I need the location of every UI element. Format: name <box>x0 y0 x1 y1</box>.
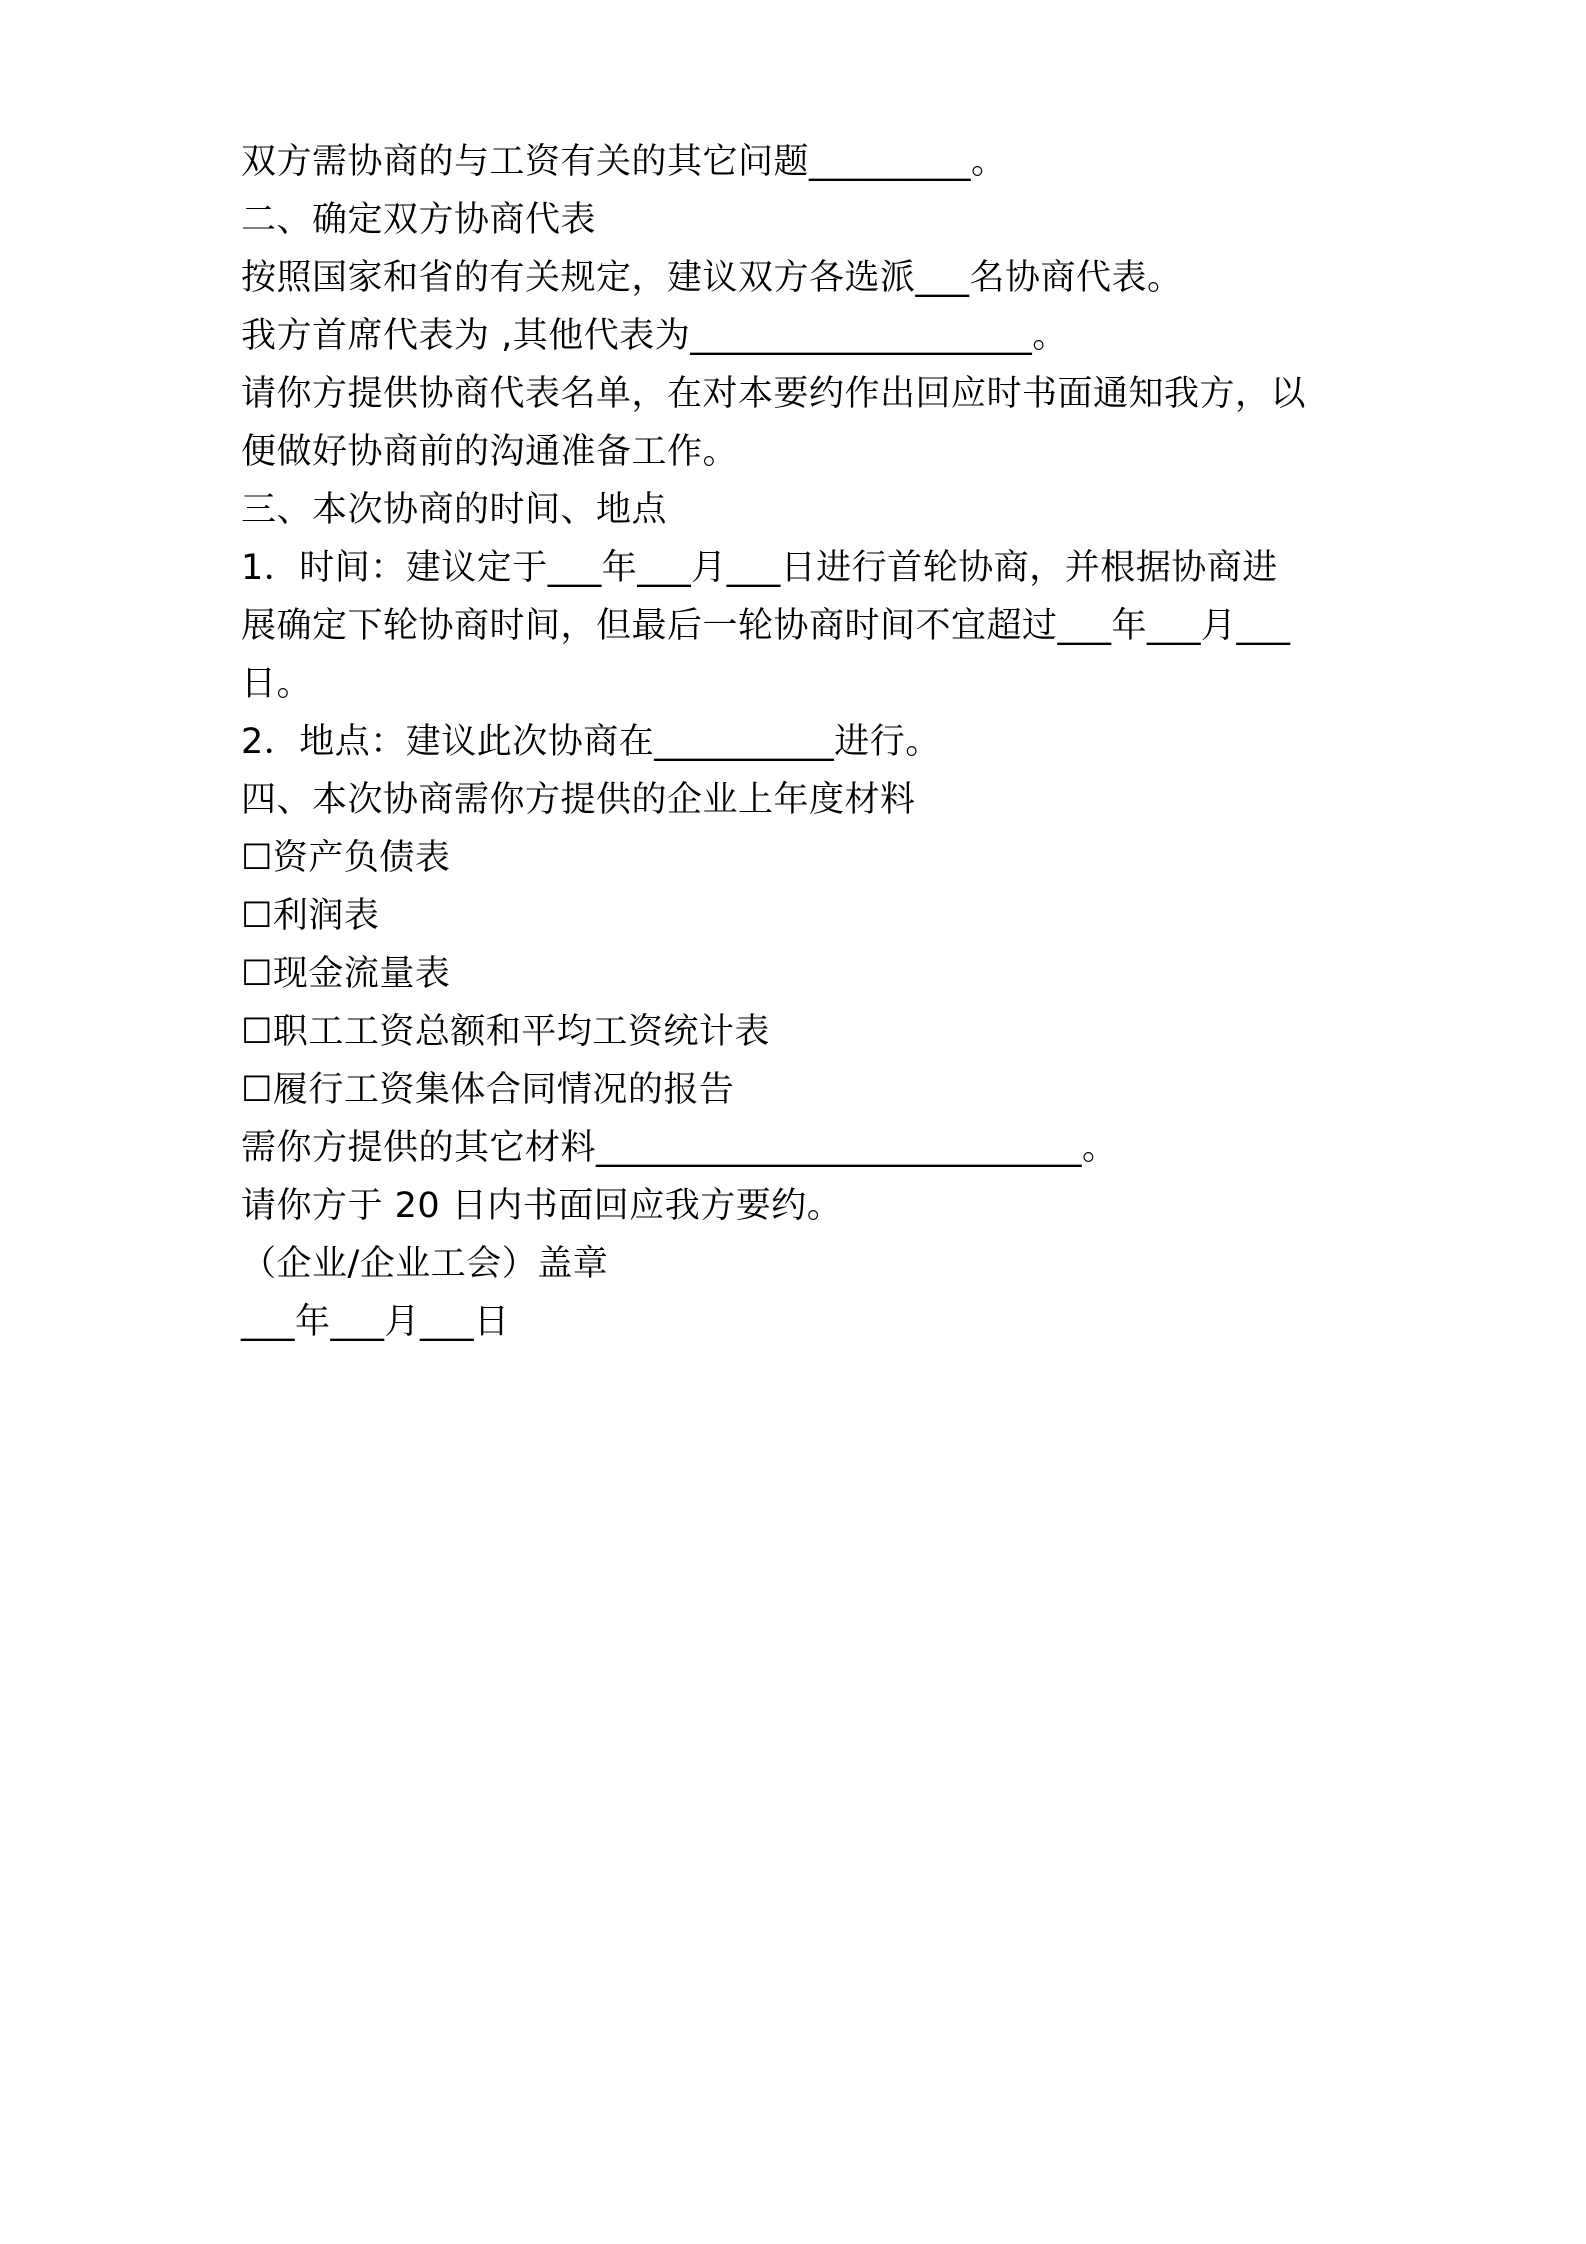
section-heading-4: 四、本次协商需你方提供的企业上年度材料 <box>241 780 916 820</box>
text-rep-count: 按照国家和省的有关规定，建议双方各选派___名协商代表。 <box>241 258 1183 298</box>
text-rep-request-line-1: 请你方提供协商代表名单，在对本要约作出回应时书面通知我方，以 <box>241 374 1307 414</box>
text-time-line-2: 展确定下轮协商时间，但最后一轮协商时间不宜超过___年___月___ <box>241 606 1291 646</box>
text-time-line-3: 日。 <box>241 664 313 704</box>
section-heading-3: 三、本次协商的时间、地点 <box>241 490 668 530</box>
text-seal: （企业/企业工会）盖章 <box>241 1244 609 1284</box>
text-time-line-1: 1．时间：建议定于___年___月___日进行首轮协商，并根据协商进 <box>241 548 1278 588</box>
checklist-item-balance-sheet: ☐资产负债表 <box>241 838 451 878</box>
text-rep-names: 我方首席代表为 ,其他代表为___________________。 <box>241 316 1068 356</box>
checklist-item-profit-statement: ☐利润表 <box>241 896 380 936</box>
section-heading-2: 二、确定双方协商代表 <box>241 200 597 240</box>
checklist-item-wage-statistics: ☐职工工资总额和平均工资统计表 <box>241 1012 770 1052</box>
checklist-item-cash-flow: ☐现金流量表 <box>241 954 451 994</box>
text-place: 2．地点：建议此次协商在__________进行。 <box>241 722 941 762</box>
text-other-materials: 需你方提供的其它材料___________________________。 <box>241 1128 1118 1168</box>
checklist-item-contract-report: ☐履行工资集体合同情况的报告 <box>241 1070 735 1110</box>
text-other-issues: 双方需协商的与工资有关的其它问题_________。 <box>241 142 1007 182</box>
text-date: ___年___月___日 <box>241 1302 510 1342</box>
text-deadline: 请你方于 20 日内书面回应我方要约。 <box>241 1186 843 1226</box>
text-rep-request-line-2: 便做好协商前的沟通准备工作。 <box>241 432 739 472</box>
